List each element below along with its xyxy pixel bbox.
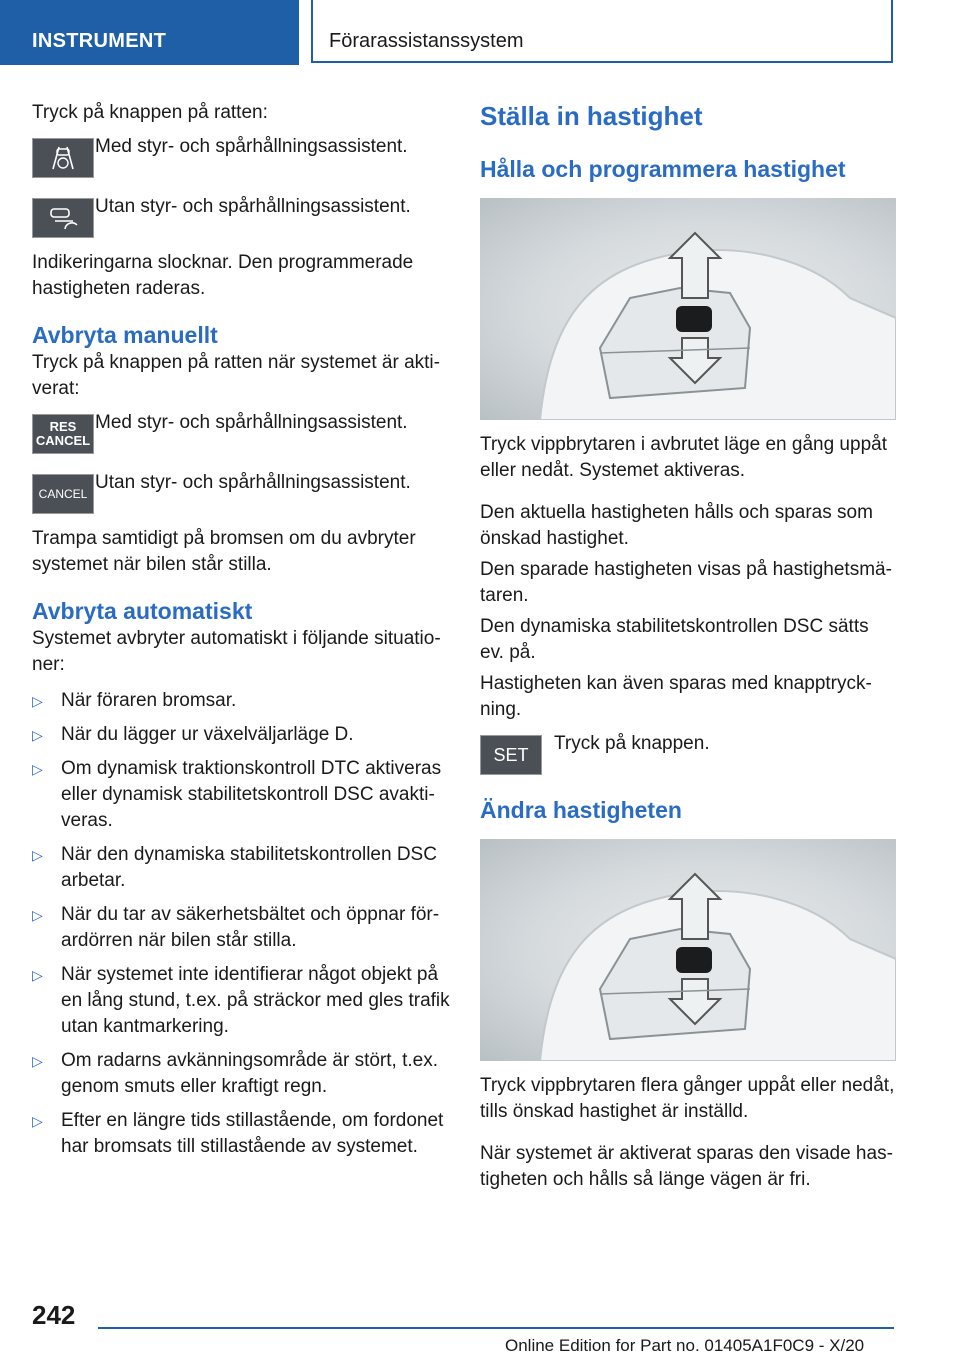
footer-edition: Online Edition for Part no. 01405A1F0C9 - X/20 xyxy=(505,1336,865,1355)
para-brake: Trampa samtidigt på bromsen om du avbryter systemet när bilen står stilla. xyxy=(32,528,416,575)
icon1-caption: Med styr- och spårhållningsassistent. xyxy=(95,136,408,157)
res-label: RES xyxy=(49,419,77,434)
list-item: ▷ När systemet inte identifierar något objekt på en lång stund, t.ex. på sträckor med gles trafik utan kantmarkering. xyxy=(32,964,450,1037)
icon4-caption: Utan styr- och spårhållningsassistent. xyxy=(95,472,411,493)
bullet-triangle-icon: ▷ xyxy=(32,907,43,923)
icon2-caption: Utan styr- och spårhållningsassistent. xyxy=(95,196,411,217)
right-para-4: Den dynamiska stabilitetskontrollen DSC sätts ev. på. xyxy=(480,616,869,663)
bullet-triangle-icon: ▷ xyxy=(32,967,43,983)
steering-assist-on-icon xyxy=(32,138,94,178)
cruise-control-icon xyxy=(32,198,94,238)
heading-set-speed: Ställa in hastighet xyxy=(480,101,703,131)
list-item: ▷ Efter en längre tids stillastående, om fordonet har bromsats till stillastående av systemet. xyxy=(32,1110,444,1157)
heading-manual: Avbryta manuellt xyxy=(32,322,218,348)
right-para-2: Den aktuella hastigheten hålls och sparas som önskad hastighet. xyxy=(480,502,873,549)
right-para-5: Hastigheten kan även sparas med knapptryck- ning. xyxy=(480,673,872,720)
bullet-triangle-icon: ▷ xyxy=(32,1113,43,1129)
list-item: ▷ När den dynamiska stabilitetskontrollen DSC arbetar. xyxy=(32,844,437,891)
list-item: ▷ Om radarns avkänningsområde är stört, t.ex. genom smuts eller kraftigt regn. xyxy=(32,1050,438,1097)
icon-row-3 xyxy=(32,410,450,456)
bullet-triangle-icon: ▷ xyxy=(32,761,43,777)
header-section-tab xyxy=(0,0,299,65)
set-caption: Tryck på knappen. xyxy=(554,733,710,754)
right-column xyxy=(480,100,896,1193)
heading-auto: Avbryta automatiskt xyxy=(32,598,253,624)
right-para-1: Tryck vippbrytaren i avbrutet läge en gång uppåt eller nedåt. Systemet aktiveras. xyxy=(480,434,887,481)
right-para-7: När systemet är aktiverat sparas den visade has- tigheten och hålls så länge vägen är fri. xyxy=(480,1143,893,1190)
icon-row-1 xyxy=(32,134,450,180)
icon-row-set xyxy=(480,731,896,775)
auto-intro: Systemet avbryter automatiskt i följande situatio- ner: xyxy=(32,628,441,675)
list-item: ▷ Om dynamisk traktionskontroll DTC aktiveras eller dynamisk stabilitetskontroll DSC avakti- veras. xyxy=(32,758,442,831)
cancel-label: CANCEL xyxy=(35,433,91,448)
heading-change-speed: Ändra hastigheten xyxy=(480,797,682,823)
res-cancel-button-icon xyxy=(32,414,94,454)
bullet-triangle-icon: ▷ xyxy=(32,727,43,743)
icon3-caption: Med styr- och spårhållningsassistent. xyxy=(95,412,408,433)
left-column xyxy=(32,100,450,1168)
steering-switch-photo-2 xyxy=(480,839,896,1061)
icon-row-2 xyxy=(32,194,450,240)
cancel-only-label: CANCEL xyxy=(38,487,88,501)
list-item: ▷ När du tar av säkerhetsbältet och öppnar för- ardörren när bilen står stilla. xyxy=(32,904,440,951)
page-number: 242 xyxy=(32,1300,76,1330)
steering-switch-photo-1 xyxy=(480,198,896,420)
intro-text: Tryck på knappen på ratten: xyxy=(32,102,268,123)
list-item: ▷ När föraren bromsar. xyxy=(32,688,450,714)
bullet-triangle-icon: ▷ xyxy=(32,693,43,709)
heading-hold-speed: Hålla och programmera hastighet xyxy=(480,156,846,182)
right-para-3: Den sparade hastigheten visas på hastighetsmä- taren. xyxy=(480,559,892,606)
list-item: ▷ När du lägger ur växelväljarläge D. xyxy=(32,722,450,748)
set-label: SET xyxy=(493,744,529,765)
set-button-icon xyxy=(480,735,542,775)
bullet-triangle-icon: ▷ xyxy=(32,847,43,863)
header-chapter-label: Förarassistanssystem xyxy=(329,30,524,52)
right-para-6: Tryck vippbrytaren flera gånger uppåt eller nedåt, tills önskad hastighet är inställd. xyxy=(480,1075,895,1122)
header-section-label: INSTRUMENT xyxy=(32,30,167,52)
manual-intro: Tryck på knappen på ratten när systemet är akti- verat: xyxy=(32,352,440,399)
header-chapter-box xyxy=(311,0,893,63)
auto-conditions-list xyxy=(32,688,450,1160)
footer-divider xyxy=(98,1327,894,1329)
cancel-button-icon xyxy=(32,474,94,514)
para-indicators: Indikeringarna slocknar. Den programmerade hastigheten raderas. xyxy=(32,252,414,299)
icon-row-4 xyxy=(32,470,450,516)
bullet-triangle-icon: ▷ xyxy=(32,1053,43,1069)
